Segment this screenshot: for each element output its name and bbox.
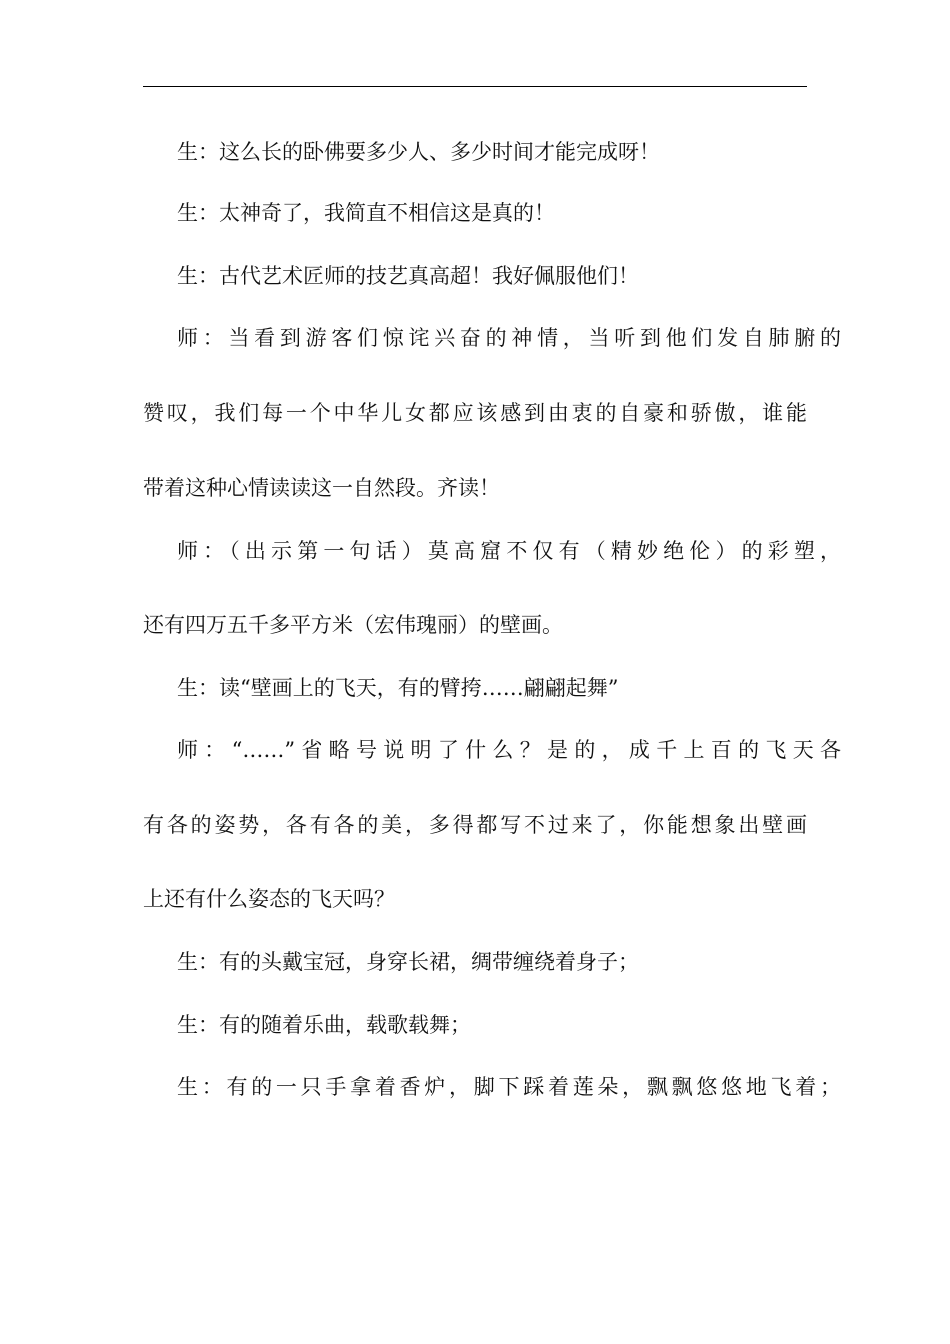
- text-line-6: 带着这种心情读读这一自然段。齐读！: [143, 476, 500, 500]
- text-line-11: 有各的姿势，各有各的美，多得都写不过来了，你能想象出壁画: [143, 813, 807, 837]
- text-line-1: 生：这么长的卧佛要多少人、多少时间才能完成呀！: [177, 140, 660, 164]
- text-line-9: 生：读“壁画上的飞天，有的臂挎……翩翩起舞”: [177, 676, 619, 700]
- text-line-15: 生：有的一只手拿着香炉，脚下踩着莲朵，飘飘悠悠地飞着；: [177, 1075, 841, 1099]
- text-line-13: 生：有的头戴宝冠，身穿长裙，绸带缠绕着身子；: [177, 950, 639, 974]
- header-rule: [143, 86, 807, 87]
- text-line-12: 上还有什么姿态的飞天吗？: [143, 887, 395, 911]
- text-line-7: 师：（出示第一句话）莫高窟不仅有（精妙绝伦）的彩塑，: [177, 539, 841, 563]
- text-line-14: 生：有的随着乐曲，载歌载舞；: [177, 1013, 471, 1037]
- text-line-4: 师：当看到游客们惊诧兴奋的神情，当听到他们发自肺腑的: [177, 326, 841, 350]
- text-line-3: 生：古代艺术匠师的技艺真高超！我好佩服他们！: [177, 264, 639, 288]
- text-line-2: 生：太神奇了，我简直不相信这是真的！: [177, 201, 555, 225]
- text-line-5: 赞叹，我们每一个中华儿女都应该感到由衷的自豪和骄傲，谁能: [143, 401, 807, 425]
- text-line-8: 还有四万五千多平方米（宏伟瑰丽）的壁画。: [143, 613, 563, 637]
- text-line-10: 师：“……”省略号说明了什么？是的，成千上百的飞天各: [177, 738, 841, 762]
